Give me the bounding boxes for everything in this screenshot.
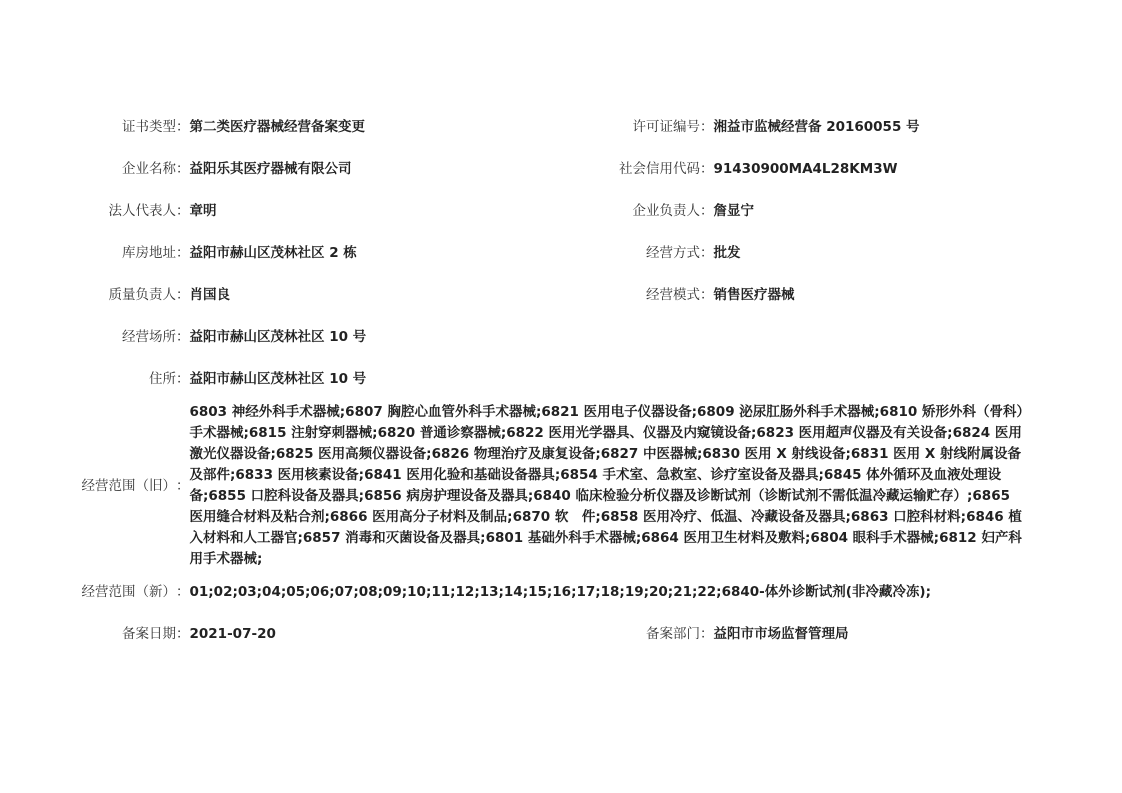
value-company-name: 益阳乐其医疗器械有限公司 [189,161,352,177]
colon: ： [176,477,190,494]
field-business-place [0,327,366,348]
label-legal-rep: 法人代表人 [108,203,176,219]
colon: ： [176,287,190,303]
field-credit-code [0,159,898,180]
value-legal-rep: 章明 [189,203,217,219]
colon: ： [700,161,714,177]
colon: ： [176,119,190,135]
label-warehouse: 库房地址 [122,245,176,261]
field-company-head [0,201,754,222]
value-cert-type: 第二类医疗器械经营备案变更 [189,119,365,135]
colon: ： [700,119,714,135]
label-residence: 住所 [149,371,176,387]
value-scope-old: 6803 神经外科手术器械;6807 胸腔心血管外科手术器械;6821 医用电子仪器设备;6809 泌尿肛肠外科手术器械;6810 矫形外科（骨科）手术器械;6815 注射穿刺器械;6820 普通诊察器械;6822 医用光学器具、仪器及内窥镜设备;6823 医用超声仪器及有关设备;6824 医用激光仪器设备;6825 医用高频仪器设备;6826 物理治疗及康复设备;6827 中医器械;6830 医用 X 射线设备;6831 医用 X 射线附属设备及部件;6833 医用核素设备;6841 医用化验和基础设备器具;6854 手术室、急救室、诊疗室设备及器具;6845 体外循环及血液处理设备;6855 口腔科设备及器具;6856 病房护理设备及器具;6840 临床检验分析仪器及诊断试剂（诊断试剂不需低温冷藏运输贮存）;6865 医用缝合材料及粘合剂;6866 医用高分子材料及制品;6870 软 件;6858 医用冷疗、低温、冷藏设备及器具;6863 口腔科材料;6846 植入材料和人工器官;6857 消毒和灭菌设备及器具;6801 基础外科手术器械;6864 医用卫生材料及敷料;6804 眼科手术器械;6812 妇产科用手术器械; [189,404,1024,567]
value-residence: 益阳市赫山区茂林社区 10 号 [189,371,367,387]
colon: ： [176,371,190,387]
colon: ： [176,245,190,261]
colon: ： [700,626,714,642]
label-quality-head: 质量负责人 [108,287,176,303]
field-scope-old [0,402,1026,570]
label-scope-new: 经营范围（新） [81,584,176,600]
colon: ： [176,203,190,219]
field-residence [0,369,366,390]
label-credit-code: 社会信用代码 [619,161,700,177]
value-warehouse: 益阳市赫山区茂林社区 2 栋 [189,245,357,261]
colon: ： [176,329,190,345]
label-business-place: 经营场所 [122,329,176,345]
field-scope-new [0,582,931,603]
label-license-no: 许可证编号 [632,119,700,135]
label-business-mode: 经营模式 [646,287,700,303]
colon: ： [176,161,190,177]
value-scope-new: 01;02;03;04;05;06;07;08;09;10;11;12;13;14;15;16;17;18;19;20;21;22;6840-体外诊断试剂(非冷藏冷冻); [189,584,931,600]
value-filing-dept: 益阳市市场监督管理局 [713,626,849,642]
field-license-no [0,117,920,138]
field-filing-dept [0,624,849,645]
value-quality-head: 肖国良 [189,287,230,303]
label-company-name: 企业名称 [122,161,176,177]
colon: ： [700,203,714,219]
value-credit-code: 91430900MA4L28KM3W [713,161,898,177]
colon: ： [176,584,190,600]
label-filing-date: 备案日期 [122,626,176,642]
label-filing-dept: 备案部门 [646,626,700,642]
value-company-head: 詹显宁 [713,203,754,219]
label-scope-old: 经营范围（旧） [81,477,176,494]
value-business-method: 批发 [713,245,741,261]
field-business-mode [0,285,795,306]
colon: ： [700,245,714,261]
value-business-mode: 销售医疗器械 [713,287,795,303]
colon: ： [176,626,190,642]
colon: ： [700,287,714,303]
value-license-no: 湘益市监械经营备 20160055 号 [713,119,920,135]
value-filing-date: 2021-07-20 [189,626,276,642]
label-company-head: 企业负责人 [632,203,700,219]
label-business-method: 经营方式 [646,245,700,261]
value-business-place: 益阳市赫山区茂林社区 10 号 [189,329,367,345]
field-business-method [0,243,741,264]
label-cert-type: 证书类型 [122,119,176,135]
